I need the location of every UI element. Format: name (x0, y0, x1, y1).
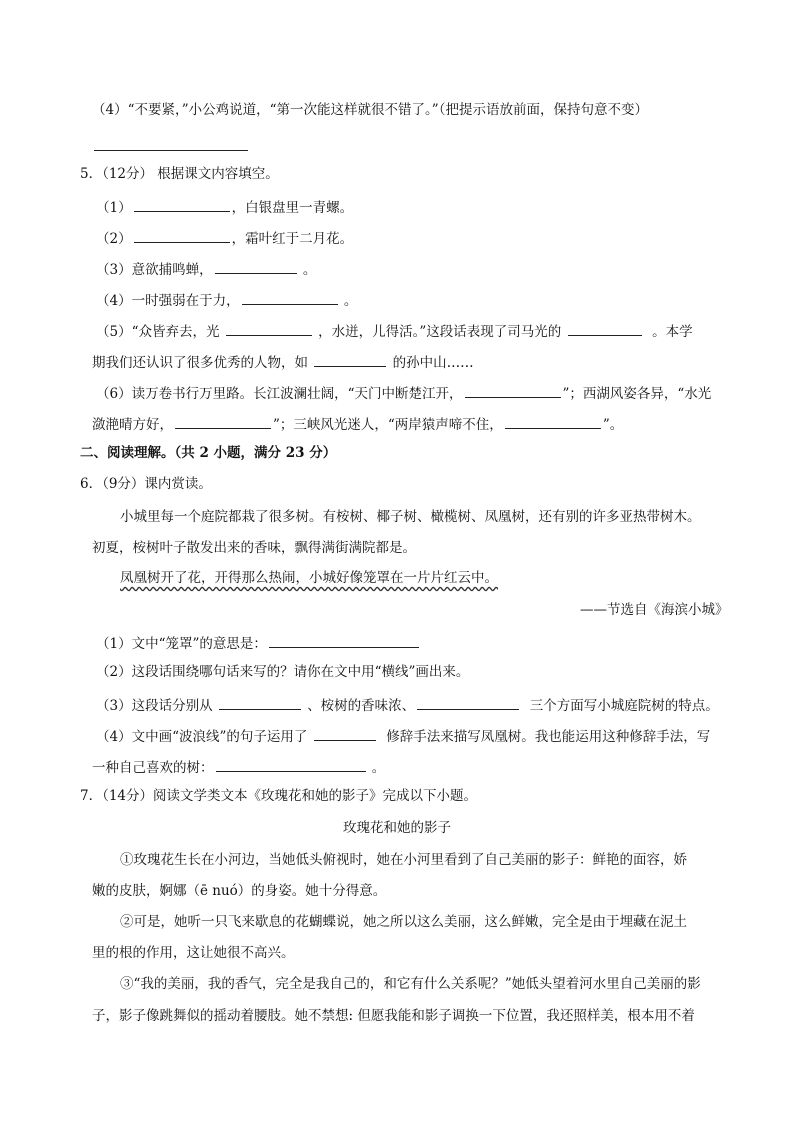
question-6-header: 6．（9分）课内赏读。 (80, 476, 212, 492)
q6-sub-1 (96, 633, 421, 652)
item-text: 。 (343, 293, 358, 309)
item-text: 的孙中山…… (392, 355, 474, 371)
passage-line: 初夏，桉树叶子散发出来的香味，飘得满街满院都是。 (92, 540, 416, 556)
item-text: （3）这段话分别从 (96, 698, 213, 714)
article-line: 嫩的皮肤，婀娜（ē nuó）的身姿。她十分得意。 (92, 883, 387, 899)
wavy-underlined-sentence: 凤凰树开了花，开得那么热闹，小城好像笼罩在一片片红云中。 (120, 570, 498, 586)
q5-item-3 (96, 259, 316, 278)
q5-item-1 (96, 197, 353, 216)
answer-blank[interactable] (134, 197, 230, 212)
q5-item-5-line1 (96, 321, 693, 340)
item-text: ，白银盘里一青螺。 (231, 200, 354, 216)
answer-blank[interactable] (219, 695, 301, 710)
answer-blank[interactable] (215, 259, 297, 274)
item-text: 。 (302, 262, 317, 278)
item-text: 期我们还认识了很多优秀的人物，如 (92, 355, 308, 371)
question-7-header: 7．（14分）阅读文学类文本《玫瑰花和她的影子》完成以下小题。 (80, 788, 478, 804)
item-text: ”；三峡风光迷人，“两岸猿声啼不住， (273, 417, 503, 433)
q6-sub-4-line1 (96, 726, 710, 745)
item-text: 潋滟晴方好， (92, 417, 173, 433)
item-text: 修辞手法来描写凤凰树。我也能运用这种修辞手法，写 (386, 729, 711, 745)
question-5-header: 5．（12分） 根据课文内容填空。 (80, 166, 279, 182)
answer-blank[interactable] (465, 383, 561, 398)
answer-blank[interactable] (269, 633, 419, 648)
q6-sub-2: （2）这段话围绕哪句话来写的？请你在文中用“横线”画出来。 (96, 664, 470, 680)
q5-item-6-line1 (96, 383, 711, 402)
passage-source: ——节选自《海滨小城》 (580, 602, 729, 618)
item-text: 、桉树的香味浓、 (307, 698, 416, 714)
item-text: （5）“众皆弃去，光 (96, 324, 220, 340)
article-line: ③“我的美丽，我的香气，完全是我自己的，和它有什么关系呢？”她低头望着河水里自己美丽的影 (120, 976, 701, 992)
item-text: （4）一时强弱在于力， (96, 293, 240, 309)
item-text: 。本学 (652, 324, 693, 340)
item-text: ”；西湖风姿各异，“水光 (562, 386, 712, 402)
article-title: 玫瑰花和她的影子 (343, 820, 451, 836)
item-text: 三个方面写小城庭院树的特点。 (529, 698, 719, 714)
item-text: ”。 (602, 417, 624, 433)
q5-item-2 (96, 228, 353, 247)
q6-sub-3 (96, 695, 719, 714)
item-text: （1）文中“笼罩”的意思是： (96, 636, 267, 652)
article-line: ①玫瑰花生长在小河边，当她低头俯视时，她在小河里看到了自己美丽的影子：鲜艳的面容，娇 (120, 852, 687, 868)
section-title: 二、阅读理解。（共 2 小题，满分 23 分） (80, 445, 337, 461)
item-number: （1） (96, 200, 132, 216)
item-text: 。 (371, 760, 386, 776)
q5-item-6-line2 (92, 414, 623, 433)
item-text: （6）读万卷书行万里路。长江波澜壮阔，“天门中断楚江开， (96, 386, 463, 402)
answer-blank[interactable] (175, 414, 271, 429)
article-line: 里的根的作用，这让她很不高兴。 (92, 945, 295, 961)
item-number: （2） (96, 231, 132, 247)
passage-line: 小城里每一个庭院都栽了很多树。有桉树、椰子树、橄榄树、凤凰树，还有别的许多亚热带树木。 (120, 509, 701, 525)
answer-blank[interactable] (314, 726, 376, 741)
answer-blank[interactable] (417, 695, 519, 710)
article-line: ②可是，她听一只飞来歇息的花蝴蝶说，她之所以这么美丽，这么鲜嫩，完全是由于埋藏在泥土 (120, 914, 687, 930)
answer-blank[interactable] (134, 228, 230, 243)
item-text: （3）意欲捕鸣蝉， (96, 262, 213, 278)
item-text: 一种自己喜欢的树： (92, 760, 214, 776)
q6-sub-4-line2 (92, 757, 385, 776)
answer-blank[interactable] (242, 290, 338, 305)
q5-item-4 (96, 290, 357, 309)
q5-item-5-line2 (92, 352, 474, 371)
question-4-sub-4: （4）“不要紧，”小公鸡说道，“第一次能这样就很不错了。”（把提示语放前面，保持句意不变） (92, 102, 648, 118)
answer-blank[interactable] (314, 352, 386, 367)
item-text: ，水迸，儿得活。”这段话表现了司马光的 (318, 324, 562, 340)
item-text: ，霜叶红于二月花。 (231, 231, 354, 247)
answer-blank[interactable] (216, 757, 366, 772)
answer-blank[interactable] (505, 414, 601, 429)
answer-blank[interactable] (226, 321, 312, 336)
item-text: （4）文中画“波浪线”的句子运用了 (96, 729, 308, 745)
answer-line[interactable] (92, 136, 250, 155)
answer-blank[interactable] (568, 321, 642, 336)
article-line: 子，影子像跳舞似的摇动着腰肢。她不禁想: 但愿我能和影子调换一下位置，我还照样美，根本用不着 (92, 1008, 695, 1024)
